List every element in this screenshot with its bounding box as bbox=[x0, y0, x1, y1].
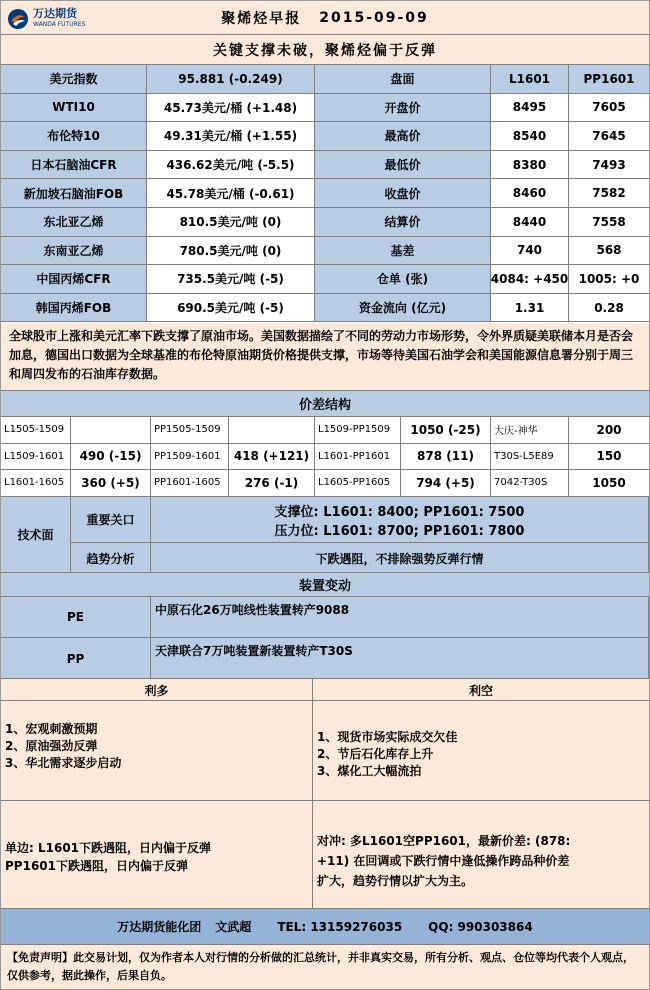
market-indicator-name: 中国丙烯CFR bbox=[1, 265, 147, 294]
factors-body bbox=[1, 701, 649, 801]
spread-contract: L1505-1509 bbox=[1, 417, 71, 444]
bearish-item: 1、现货市场实际成交欠佳 bbox=[317, 730, 458, 744]
pp1601-value: 568 bbox=[569, 237, 649, 266]
market-indicator-name: 美元指数 bbox=[1, 65, 147, 94]
technical-label: 技术面 bbox=[1, 497, 71, 573]
spread-value: 794 (+5) bbox=[401, 470, 491, 497]
bearish-item: 2、节后石化库存上升 bbox=[317, 747, 434, 761]
contact-qq: QQ: 990303864 bbox=[428, 919, 533, 934]
device-section bbox=[1, 597, 649, 679]
spread-contract: L1601-1605 bbox=[1, 470, 71, 497]
device-title: 装置变动 bbox=[298, 579, 351, 594]
l1601-value: 1.31 bbox=[491, 294, 569, 323]
headline: 关键支撑未破，聚烯烃偏于反弹 bbox=[213, 42, 437, 59]
market-indicator-value: 45.78美元/桶 (-0.61) bbox=[147, 179, 315, 208]
pp1601-value: 1005: +0 bbox=[569, 265, 649, 294]
pp1601-value: 7582 bbox=[569, 179, 649, 208]
pp-label: PP bbox=[1, 638, 151, 679]
market-commentary: 全球股市上涨和美元汇率下跌支撑了原油市场。美国数据描绘了不同的劳动力市场形势，令外界质疑美联储本月是否会加息，德国出口数据为全球基准的布伦特原油期货价格提供支撑，市场等待美国石油学会和美国能源信息署分别于周三和周四发布的石油库存数据。 bbox=[1, 323, 649, 391]
market-indicator-name: 东北亚乙烯 bbox=[1, 208, 147, 237]
market-indicator-value: 810.5美元/吨 (0) bbox=[147, 208, 315, 237]
spread-contract: PP1509-1601 bbox=[151, 444, 229, 471]
bearish-title: 利空 bbox=[468, 683, 493, 698]
trend-label: 趋势分析 bbox=[71, 543, 151, 573]
quote-item: 收盘价 bbox=[315, 179, 491, 208]
pp1601-value: 7645 bbox=[569, 122, 649, 151]
market-indicator-name: 布伦特10 bbox=[1, 122, 147, 151]
headline-bar bbox=[1, 35, 649, 65]
spread-contract: L1605-PP1605 bbox=[315, 470, 401, 497]
quote-item: 开盘价 bbox=[315, 94, 491, 123]
disclaimer: 【免责声明】此交易计划，仅为作者本人对行情的分析做的汇总统计，并非真实交易，所有分析、观点、仓位等均代表个人观点，仅供参考，据此操作，后果自负。 bbox=[1, 945, 649, 989]
spread-value: 150 bbox=[569, 444, 649, 471]
l1601-value: L1601 bbox=[491, 65, 569, 94]
bullish-item: 2、原油强劲反弹 bbox=[5, 739, 98, 753]
contact-bar bbox=[1, 909, 649, 945]
spread-contract: L1509-PP1509 bbox=[315, 417, 401, 444]
pp1601-value: 0.28 bbox=[569, 294, 649, 323]
spread-value: 1050 (-25) bbox=[401, 417, 491, 444]
market-indicator-value: 49.31美元/桶 (+1.55) bbox=[147, 122, 315, 151]
market-indicator-value: 780.5美元/吨 (0) bbox=[147, 237, 315, 266]
spread-value: 418 (+121) bbox=[229, 444, 315, 471]
spread-contract: 大庆-神华 bbox=[491, 417, 569, 444]
market-indicator-name: 东南亚乙烯 bbox=[1, 237, 147, 266]
bullish-item: 1、宏观刺激预期 bbox=[5, 722, 98, 736]
market-indicator-value: 45.73美元/桶 (+1.48) bbox=[147, 94, 315, 123]
logo-text-en: WANDA FUTURES bbox=[33, 21, 86, 28]
spread-value bbox=[71, 417, 151, 444]
spread-contract: PP1601-1605 bbox=[151, 470, 229, 497]
market-indicator-value: 436.62美元/吨 (-5.5) bbox=[147, 151, 315, 180]
l1601-value: 8495 bbox=[491, 94, 569, 123]
single-line-1: 单边: L1601下跌遇阻，日内偏于反弹 bbox=[5, 841, 212, 855]
spread-contract: 7042-T30S bbox=[491, 470, 569, 497]
l1601-value: 8460 bbox=[491, 179, 569, 208]
spread-value: 1050 bbox=[569, 470, 649, 497]
factors-header bbox=[1, 679, 649, 701]
spread-value: 276 (-1) bbox=[229, 470, 315, 497]
l1601-value: 8380 bbox=[491, 151, 569, 180]
logo-text-cn: 万达期货 bbox=[33, 7, 77, 20]
single-side-strategy bbox=[1, 801, 313, 909]
pe-label: PE bbox=[1, 597, 151, 638]
bullish-title: 利多 bbox=[1, 679, 313, 701]
team-name: 万达期货能化团 bbox=[117, 920, 202, 934]
pp-device-change: 天津联合7万吨装置新装置转产T30S bbox=[151, 638, 649, 679]
pp1601-value: PP1601 bbox=[569, 65, 649, 94]
market-indicator-name: 日本石脑油CFR bbox=[1, 151, 147, 180]
spread-title: 价差结构 bbox=[298, 398, 351, 413]
hedge-line-3: 扩大，趋势行情以扩大为主。 bbox=[317, 874, 474, 888]
market-indicator-value: 690.5美元/吨 (-5) bbox=[147, 294, 315, 323]
market-indicator-value: 735.5美元/吨 (-5) bbox=[147, 265, 315, 294]
spread-value: 200 bbox=[569, 417, 649, 444]
market-table bbox=[1, 65, 649, 323]
spread-value: 360 (+5) bbox=[71, 470, 151, 497]
l1601-value: 740 bbox=[491, 237, 569, 266]
technical-section bbox=[1, 497, 649, 573]
bullish-item: 3、华北需求逐步启动 bbox=[5, 756, 122, 770]
market-indicator-value: 95.881 (-0.249) bbox=[147, 65, 315, 94]
spread-contract: T30S-L5E89 bbox=[491, 444, 569, 471]
spread-title-bar bbox=[1, 391, 649, 417]
l1601-value: 8440 bbox=[491, 208, 569, 237]
spread-table bbox=[1, 417, 649, 497]
pp1601-value: 7558 bbox=[569, 208, 649, 237]
quote-item: 盘面 bbox=[315, 65, 491, 94]
quote-item: 资金流向 (亿元) bbox=[315, 294, 491, 323]
l1601-value: 8540 bbox=[491, 122, 569, 151]
quote-item: 结算价 bbox=[315, 208, 491, 237]
spread-contract: L1509-1601 bbox=[1, 444, 71, 471]
quote-item: 最高价 bbox=[315, 122, 491, 151]
key-level-label: 重要关口 bbox=[71, 497, 151, 543]
header-bar bbox=[1, 1, 649, 35]
spread-value: 878 (11) bbox=[401, 444, 491, 471]
hedge-line-1: 对冲: 多L1601空PP1601，最新价差: (878: bbox=[317, 834, 571, 848]
bearish-factors bbox=[313, 701, 649, 801]
market-indicator-name: 韩国丙烯FOB bbox=[1, 294, 147, 323]
key-levels bbox=[151, 497, 649, 543]
spread-value: 490 (-15) bbox=[71, 444, 151, 471]
trend-analysis: 下跌遇阻，不排除强势反弹行情 bbox=[151, 543, 649, 573]
hedge-strategy bbox=[313, 801, 649, 909]
contact-tel: TEL: 13159276035 bbox=[277, 919, 403, 934]
quote-item: 基差 bbox=[315, 237, 491, 266]
single-line-2: PP1601下跌遇阻，日内偏于反弹 bbox=[5, 859, 188, 873]
market-indicator-name: WTI10 bbox=[1, 94, 147, 123]
strategy-section bbox=[1, 801, 649, 909]
report-date: 2015-09-09 bbox=[319, 10, 429, 26]
pp1601-value: 7605 bbox=[569, 94, 649, 123]
spread-value bbox=[229, 417, 315, 444]
market-indicator-name: 新加坡石脑油FOB bbox=[1, 179, 147, 208]
analyst-name: 文武超 bbox=[215, 920, 252, 934]
support-levels: 支撑位: L1601: 8400; PP1601: 7500 bbox=[274, 504, 525, 520]
spread-contract: L1601-PP1601 bbox=[315, 444, 401, 471]
pp1601-value: 7493 bbox=[569, 151, 649, 180]
l1601-value: 4084: +450 bbox=[491, 265, 569, 294]
bearish-item: 3、煤化工大幅流拍 bbox=[317, 764, 422, 778]
device-title-bar bbox=[1, 573, 649, 597]
quote-item: 最低价 bbox=[315, 151, 491, 180]
resistance-levels: 压力位: L1601: 8700; PP1601: 7800 bbox=[274, 523, 525, 539]
quote-item: 仓单 (张) bbox=[315, 265, 491, 294]
spread-contract: PP1505-1509 bbox=[151, 417, 229, 444]
bullish-factors bbox=[1, 701, 313, 801]
pe-device-change: 中原石化26万吨线性装置转产9088 bbox=[151, 597, 649, 638]
hedge-line-2: +11) 在回调或下跌行情中逢低操作跨品种价差 bbox=[317, 854, 570, 868]
report-title: 聚烯烃早报 bbox=[221, 11, 302, 27]
report-title-line bbox=[1, 1, 649, 35]
